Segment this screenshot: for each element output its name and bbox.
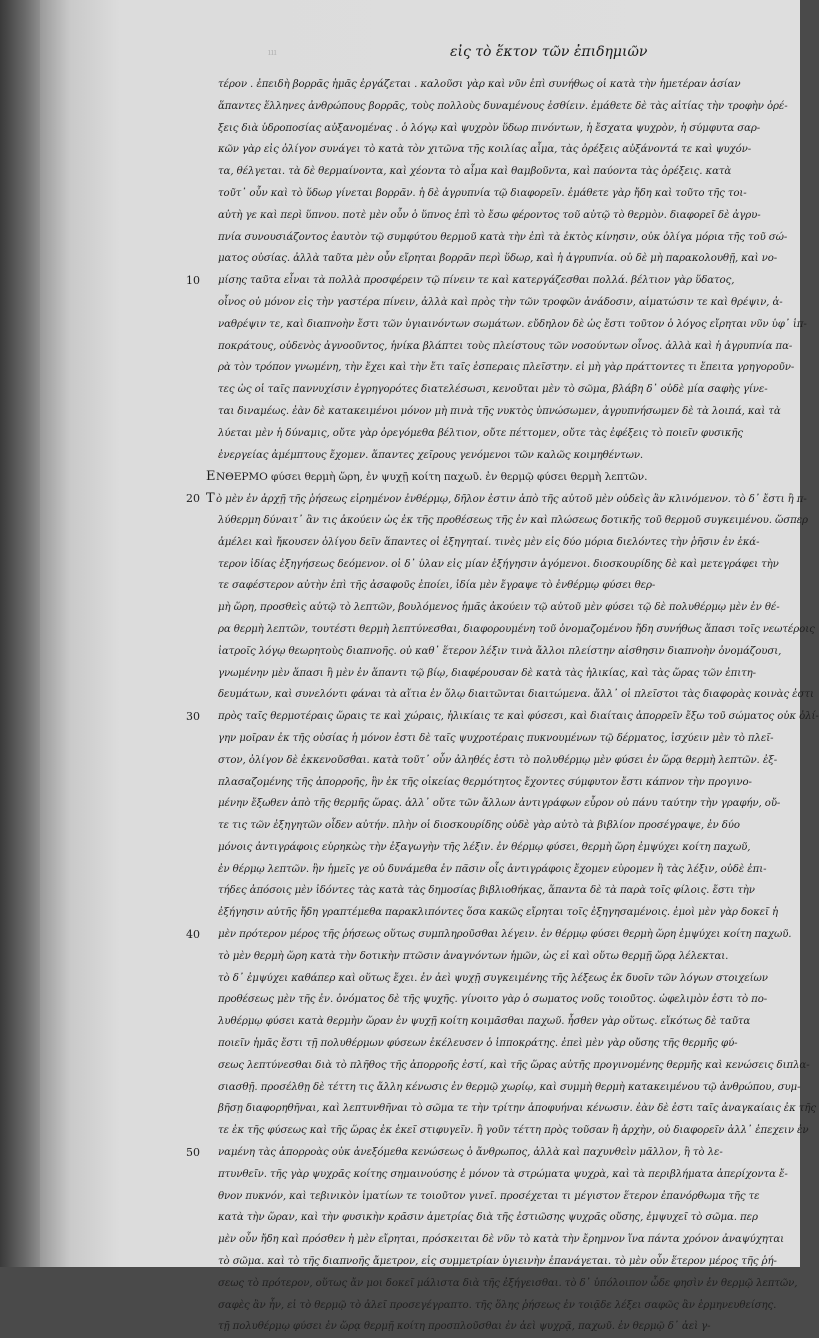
text-line <box>218 423 810 445</box>
line-text: τὸ σῶμα. καὶ τὸ τῆς διαπνοῆς ἄμετρον, εἰς συμμετρίαν ὑγιεινὴν ἐπανάγεται. τὸ μὲν οὖν ἕτερον μέρος τῆς ῥή- <box>218 1256 777 1268</box>
text-line <box>218 401 810 423</box>
text-line <box>218 968 810 990</box>
text-line <box>218 641 810 663</box>
line-text: πτυνθεῖν. τῆς γὰρ ψυχρᾶς κοίτης σημαινούσης ἐ μόνον τὰ στρώματα ψυχρὰ, καὶ τὰ περιβλήματα ἀπερίχοντα ἔ- <box>218 1168 788 1180</box>
text-line <box>206 466 810 488</box>
text-line <box>218 1207 810 1229</box>
line-text: ναθρέψιν τε, καὶ διαπνοὴν ἔστι τῶν ὑγιαινόντων σωμάτων. εὔδηλον δὲ ὡς ἔστι τοῦτον ὁ λόγος εἴρηται νῦν ὑφ᾽ ἱπ- <box>218 318 807 330</box>
text-line <box>218 1120 810 1142</box>
line-number-40: 40 <box>186 928 200 942</box>
text-line <box>218 118 810 140</box>
line-text: τέρον . ἐπειδὴ βορρᾶς ἡμᾶς ἐργάζεται . καλοῦσι γὰρ καὶ νῦν ἐπὶ συνήθως οἱ κατὰ τὴν ἡμετέραν ἀσίαν <box>218 79 741 90</box>
line-text: ται διναμέως. ἐὰν δὲ κατακειμένοι μόνον μὴ πινὰ τῆς νυκτὸς ὑπνώσωμεν, ἀγρυπνήσωμεν δὲ τὰ λοιπά, καὶ τὰ <box>218 405 781 417</box>
text-line <box>218 1316 810 1338</box>
text-line <box>218 750 810 772</box>
text-line <box>218 1142 810 1164</box>
line-text: βῆσῃ διαφορηθῆναι, καὶ λεπτυνθῆναι τὸ σῶμα τε τὴν τρίτην ἀποφυήναι κένωσιν. ἐὰν δὲ ἐστι ταῖς ἀναγκαίαις ἐκ τῆς <box>218 1103 817 1115</box>
line-text: γνωμένην μὲν ἅπασι ἢ μὲν ἐν ἅπαντι τῷ βίῳ, διαφέρουσαν δὲ κατὰ τὰς ἡλικίας, καὶ τὰς ὥρας τῶν ἐπιτη- <box>218 667 756 679</box>
text-line <box>218 205 810 227</box>
text-line <box>218 946 810 968</box>
text-line <box>218 357 810 379</box>
line-text: δευμάτων, καὶ συνελόντι φάναι τὰ αἴτια ἐν ὅλῳ διαιτῶνται διαιτώμενα. ἄλλ᾽ οἱ πλεῖστοι τὰς διαφορὰς κοινὰς ἐστι <box>218 689 814 701</box>
text-line <box>206 488 810 510</box>
text-line <box>218 227 810 249</box>
text-line <box>218 139 810 161</box>
line-text: ἀμέλει καὶ ἤκουσεν ὀλίγου δεῖν ἅπαντες οἱ ἐξηγηταί. τινὲς μὲν εἰς δύο μόρια διελόντες τὴν ῥῆσιν ἐν ἑκά- <box>218 536 760 548</box>
line-text: τε τις τῶν ἐξηγητῶν οἶδεν αὐτήν. πλὴν οἱ διοσκουρίδης οὐδὲ γὰρ αὐτὸ τὰ βιβλίον προσέγραψε, ἐν δύο <box>218 820 740 832</box>
text-line <box>218 1273 810 1295</box>
text-line <box>218 619 815 641</box>
line-text: τῇ πολυθέρμῳ φύσει ἐν ὥρᾳ θερμῇ κοίτη προσπλοῦσθαι ἐν ἀεὶ ψυχρᾷ, παχωῦ. ἐν θερμῷ δ᾽ ἀεὶ γ- <box>218 1321 711 1333</box>
text-line <box>218 161 810 183</box>
book-gutter-shadow <box>0 0 40 1267</box>
line-text: ποιεῖν ἡμᾶς ἔστι τῇ πολυθέρμων φύσεων ἐκέλευσεν ὁ ἱπποκράτης. ἐπεὶ μὲν γὰρ οὔσης τῆς θερμῆς φύ- <box>218 1038 738 1050</box>
line-text: τε σαφέστερον αὐτὴν ἐπὶ τῆς ἀσαφοῦς ἐποίει, ἰδία μὲν ἔγραψε τὸ ἐνθέρμῳ φύσει θερ- <box>218 580 656 592</box>
text-line <box>218 597 810 619</box>
line-text: ἐνεργείας ἀμέμπτους ἔχομεν. ἅπαντες χεῖρους γενόμενοι τῶν καλῶς κοιμηθέντων. <box>218 449 644 461</box>
line-text: μίσης ταῦτα εἶναι τὰ πολλὰ προσφέρειν τῷ πίνειν τε καὶ κατεργάζεσθαι πολλά. βέλτιον γὰρ ὕδατος, <box>218 275 735 287</box>
line-text: ξεις διὰ ὑδροποσίας αὐξανομένας . ὁ λόγῳ καὶ ψυχρὸν ὕδωρ πινόντων, ἡ ἔσχατα ψυχρὸν, ἡ σύμφυτα σαρ- <box>218 122 761 134</box>
line-text: μὴ ὥρη, προσθεὶς αὐτῷ τὸ λεπτῶν, βουλόμενος ἡμᾶς ἀκούειν τῷ αὐτοῦ μὲν φύσει τῷ δὲ πολυθέρμῳ μὲν ἐν θέ- <box>218 602 780 614</box>
line-text: τες ὡς οἱ ταῖς παννυχίσιν ἐγρηγορότες διατελέσωσι, κενοῦται μὲν τὸ σῶμα, βλάβη δ᾽ οὐδὲ μία σαφὴς γίνε- <box>218 384 768 396</box>
text-line <box>218 859 810 881</box>
text-line <box>218 248 810 270</box>
text-line <box>218 1077 810 1099</box>
text-line <box>218 1164 810 1186</box>
line-text: τήδες ἀπόσοις μὲν ἰδόντες τὰς κατὰ τὰς δημοσίας βιβλιοθήκας, ἅπαντα δὲ τὰ παρὰ τοῖς φίλοις. ἔστι τὴν <box>218 885 755 897</box>
initial-letter: Τ <box>206 491 215 507</box>
book-page <box>40 0 819 1333</box>
line-text: πλασαζομένης τῆς ἀπορροῆς, ἣν ἐκ τῆς οἰκείας θερμότητος ἔχοντες σύμφυτον ἔστι κάπνον τὴν προγινο- <box>218 776 752 788</box>
text-line <box>218 772 810 794</box>
text-line <box>218 793 810 815</box>
text-line <box>218 1033 810 1055</box>
line-text: σιασθῇ. προσέλθῃ δὲ τέττη τις ἄλλη κένωσις ἐν θερμῷ χωρίῳ, καὶ συμμὴ θερμὴ κατακειμένου τῷ ἀνθρώπου, συμ- <box>218 1081 801 1093</box>
text-line <box>218 706 819 728</box>
line-text: ποκράτους, οὐδενὸς ἀγνοοῦντος, ἡνίκα βλάπτει τοὺς πλείστους τῶν νοσούντων οἶνος. ἀλλὰ καὶ ἡ ἀγρυπνία πα- <box>218 340 793 352</box>
text-line <box>218 728 810 750</box>
line-text: τε ἐκ τῆς φύσεως καὶ τῆς ὥρας ἐκ ἐκεῖ στιφυγεῖν. ἢ γοῦν τέττη πρὸς τοῦσαν ἢ ἀρχὴν, οὐ διαφορεῖν ἀλλ᾽ ἐπεχειν ἐν <box>218 1125 809 1137</box>
line-text: τὸ δ᾽ ἐμψύχει καθάπερ καὶ οὕτως ἔχει. ἐν ἀεὶ ψυχῇ συγκειμένης τῆς λέξεως ἐκ δυοῖν τῶν λόγων στοιχείων <box>218 972 768 984</box>
text-line <box>218 815 810 837</box>
line-text: στον, ὀλίγον δὲ ἐκκενοῦσθαι. κατὰ τοῦτ᾽ οὖν ἀληθές ἐστι τὸ πολυθέρμῳ μὲν φύσει ἐν ὥρᾳ θερμὴ λεπτῶν. ἐξ- <box>218 754 778 766</box>
line-text: ΝΘΕΡΜΟ φύσει θερμὴ ὥρη, ἐν ψυχῇ κοίτη παχωῦ. ἐν θερμῷ φύσει θερμὴ λεπτῶν. <box>216 471 648 484</box>
line-text: γην μοῖραν ἐκ τῆς οὐσίας ἡ μόνον ἐστι δὲ ταῖς ψυχροτέραις πυκνουμένων τῷ δέρματος, ἰσχύειν μὲν τὸ πλεῖ- <box>218 732 774 744</box>
line-text: μὲν πρότερον μέρος τῆς ῥήσεως οὕτως συμπληροῦσθαι λέγειν. ἐν θέρμῳ φύσει θερμὴ ὥρη ἐμψύχει κοίτη παχωῦ. <box>218 929 792 941</box>
line-text: ναμένη τὰς ἀπορροὰς οὐκ ἀνεξόμεθα κενώσεως ὁ ἄνθρωπος, ἀλλὰ καὶ παχυνθεὶν μᾶλλον, ἢ τὸ λε- <box>218 1147 723 1159</box>
text-line <box>218 74 810 96</box>
line-number-10: 10 <box>186 274 200 288</box>
text-line <box>218 336 810 358</box>
line-text: κατὰ τὴν ὥραν, καὶ τὴν φυσικὴν κρᾶσιν ἀμετρίας διὰ τῆς ἐστιῶσης ψυχρᾶς οὔσης, ἐμψυχεῖ τὸ σῶμα. περ <box>218 1212 758 1224</box>
text-line <box>218 575 810 597</box>
line-text: θνον πυκνόν, καὶ τεβινικὸν ἱματίων τε τοιοῦτον γινεῖ. προσέχεται τι μέγιστον ἕτερον ἐπανόρθωμα τῆς τε <box>218 1190 760 1202</box>
line-number-20: 20 <box>186 492 200 506</box>
line-text: ρα θερμὴ λεπτῶν, τουτέστι θερμὴ λεπτύνεσθαι, διαφορουμένη τοῦ ὀνομαζομένου ἤδη συνήθως ἅπασι τοῖς νεωτέροις <box>218 623 815 635</box>
text-line <box>218 314 810 336</box>
line-text: τερον ἰδίας ἐξηγήσεως δεόμενον. οἱ δ᾽ ὑλαν εἰς μίαν ἐξήγησιν ἀγόμενοι. διοσκουρίδης δὲ καὶ μετεγράφει τὴν <box>218 558 779 570</box>
text-line <box>218 880 810 902</box>
text-line <box>218 837 810 859</box>
line-text: ρὰ τὸν τρόπον γνωμένη, τὴν ἔχει καὶ τὴν ἔτι ταῖς ἑσπεραις πλεῖστην. εἰ μὴ γὰρ πράττοντες τι ἔπειτα γρηγοροῦν- <box>218 362 795 374</box>
line-text: ἅπαντες ἕλληνες ἀνθρώπους βορρᾶς, τοὺς πολλοὺς δυναμένους ἐσθίειν. ἐμάθετε δὲ τὰς αἰτίας τὴν τροφὴν ὀρέ- <box>218 100 788 112</box>
text-line <box>218 663 810 685</box>
line-number-50: 50 <box>186 1146 200 1160</box>
text-line <box>218 1186 810 1208</box>
text-line <box>218 554 810 576</box>
text-line <box>218 924 810 946</box>
text-line <box>218 1229 810 1251</box>
line-text: ἰατροῖς λόγῳ θεωρητοὺς διαπνοῆς. οὐ καθ᾽ ἕτερον λέξιν τινὰ ἄλλοι πλείστην αἰσθησιν διαπνοὴν ὀνομάζουσι, <box>218 645 782 657</box>
text-line <box>218 183 810 205</box>
folio-number: ııı <box>268 48 277 58</box>
line-text: μόνοις ἀντιγράφοις εὑρηκὼς τὴν ἐξαγωγὴν τῆς λέξιν. ἐν θέρμῳ φύσει, θερμὴ ὥρη ἐμψύχει κοίτη παχωῦ, <box>218 841 751 853</box>
line-text: κῶν γὰρ εἰς ὀλίγον συνάγει τὸ κατὰ τὸν χιτῶνα τῆς κοιλίας αἷμα, τὰς ὀρέξεις αὐξάνοντά τε καὶ ψυχόν- <box>218 144 752 156</box>
text-line <box>218 902 810 924</box>
line-number-30: 30 <box>186 710 200 724</box>
line-text: ἐξήγησιν αὐτῆς ἤδη γραπτέμεθα παρακλιπόντες ὅσα κακῶς εἴρηται τοῖς ἐξηγησαμένοις. ἐμοὶ μὲν γὰρ δοκεῖ ἡ <box>218 907 779 919</box>
text-line <box>218 1295 810 1317</box>
line-text: ὸ μὲν ἐν ἀρχῇ τῆς ῥήσεως εἰρημένον ἐνθέρμῳ, δῆλον ἐστιν ἀπὸ τῆς αὐτοῦ μὲν οὐδεὶς ἂν κλινόμενον. τὸ δ᾽ ἔστι ἢ π- <box>216 494 807 506</box>
line-text: τα, θέλγεται. τὰ δὲ θερμαίνοντα, καὶ χέοντα τὸ αἷμα καὶ θαμβοῦντα, καὶ παύοντα τὰς ὀρέξεις. κατὰ <box>218 166 732 178</box>
greek-text-block <box>206 74 819 1338</box>
initial-letter: Ε <box>206 469 216 485</box>
line-text: σεως τὸ πρότερον, οὕτως ἄν μοι δοκεῖ μάλιστα διὰ τῆς ἐξήγεισθαι. τὸ δ᾽ ὑπόλοιπον ὧδε φησὶν ἐν θερμῷ λεπτῶν, <box>218 1277 798 1289</box>
line-text: προθέσεως μὲν τῆς ἐν. ὀνόματος δὲ τῆς ψυχῆς. γίνοιτο γὰρ ὁ σωματος νοῦς τοιοῦτος. ὠφελιμὸν ἐστι τὸ πο- <box>218 994 768 1006</box>
text-line <box>218 532 810 554</box>
text-line <box>218 1055 810 1077</box>
line-text: σεως λεπτύνεσθαι διὰ τὸ πλῆθος τῆς ἀπορροῆς ἐστί, καὶ τῆς ὥρας αὐτῆς προγινομένης θερμῆς καὶ κενώσεις διπλα- <box>218 1059 810 1071</box>
text-line <box>218 1011 810 1033</box>
line-text: τοῦτ᾽ οὖν καὶ τὸ ὕδωρ γίνεται βορρᾶν. ἡ δὲ ἀγρυπνία τῷ διαφορεῖν. ἐμάθετε γὰρ ἤδη καὶ τοῦτο τῆς τοι- <box>218 187 747 199</box>
text-line <box>218 445 810 467</box>
text-line <box>218 270 810 292</box>
text-line <box>218 379 810 401</box>
line-text: τὸ μὲν θερμὴ ὥρη κατὰ τὴν δοτικὴν πτῶσιν ἀναγνόντων ἡμῶν, ὡς εἰ καὶ οὕτω θερμῇ ὥρᾳ λέλεκται. <box>218 950 729 962</box>
text-line <box>218 1098 817 1120</box>
line-text: μὲν οὖν ἤδη καὶ πρόσθεν ἡ μὲν εἴρηται, πρόσκειται δὲ νῦν τὸ κατὰ τὴν ἔρημνον ἵνα πάντα χρόνον ἀναψύχηται <box>218 1234 785 1246</box>
line-text: οἶνος οὐ μόνον εἰς τὴν γαστέρα πίνειν, ἀλλὰ καὶ πρὸς τὴν τῶν τροφῶν ἀνάδοσιν, αἱματώσιν τε καὶ θρέψιν, ἀ- <box>218 296 783 308</box>
line-text: λύεται μὲν ἡ δύναμις, οὔτε γὰρ ὀρεγόμεθα βέλτιον, οὔτε πέττομεν, οὔτε τὰς ἐφέξεις τὸ ποιεῖν φυσικῆς <box>218 427 743 439</box>
running-head: εἰς τὸ ἕκτον τῶν ἐπιδημιῶν <box>450 44 648 60</box>
text-line <box>218 1251 810 1273</box>
line-text: ἐν θέρμῳ λεπτῶν. ἣν ἡμεῖς γε οὐ δυνάμεθα ἐν πᾶσιν οἷς ἀντιγράφοις ἔχομεν εὑρομεν ἢ τὰς λέξιν, οὐδὲ ἐπι- <box>218 863 767 875</box>
text-line <box>218 292 810 314</box>
line-text: πνία συνουσιάζοντος ἑαυτὸν τῷ συμφύτου θερμοῦ κατὰ τὴν ἐπὶ τὰ ἐκτὸς κίνησιν, οὐκ ὀλίγα μόρια τῆς τοῦ σώ- <box>218 231 788 243</box>
line-text: μένην ἔξωθεν ἀπὸ τῆς θερμῆς ὥρας. ἀλλ᾽ οὔτε τῶν ἄλλων ἀντιγράφων εὗρον οὐ πάνυ ταύτην τὴν γραφήν, οὔ- <box>218 798 781 810</box>
line-text: λυθέρμῳ φύσει κατὰ θερμὴν ὥραν ἐν ψυχῇ κοίτη κοιμᾶσθαι παχωῦ. ἦσθεν γὰρ οὕτως. εἴκότως δὲ ταῦτα <box>218 1016 751 1028</box>
line-text: σαφὲς ἂν ἦν, εἰ τὸ θερμῷ τὸ ἀλεῖ προσεγέγραπτο. τῆς ὅλης ῥήσεως ἐν τοιᾷδε λέξει σαφῶς ἂν ἑρμηνευθείσης. <box>218 1299 777 1311</box>
text-line <box>218 510 810 532</box>
line-text: πρὸς ταῖς θερμοτέραις ὥραις τε καὶ χώραις, ἡλικίαις τε καὶ φύσεσι, καὶ διαίταις ἀπορρεῖν ἔξω τοῦ σώματος οὐκ ὀλί- <box>218 711 819 723</box>
text-line <box>218 684 814 706</box>
line-text: ματος οὐσίας. ἀλλὰ ταῦτα μὲν οὖν εἴρηται βορρᾶν περὶ ὕδωρ, καὶ ἡ ἀγρυπνία. οὐ δὲ μὴ παρακολουθῇ, καὶ νο- <box>218 253 778 265</box>
line-text: αὐτὴ γε καὶ περὶ ὕπνου. ποτὲ μὲν οὖν ὁ ὕπνος ἐπὶ τὸ ἔσω φέροντος τοῦ αὐτῷ τὸ θερμὸν. διαφορεῖ δὲ ἀγρυ- <box>218 209 761 221</box>
text-line <box>218 989 810 1011</box>
line-text: λύθερμη δύναιτ᾽ ἂν τις ἀκούειν ὡς ἐκ τῆς προθέσεως τῆς ἐν καὶ πλώσεως δοτικῆς τοῦ θερμοῦ συγκειμένου. ὥσπερ <box>218 514 808 526</box>
text-line <box>218 96 810 118</box>
